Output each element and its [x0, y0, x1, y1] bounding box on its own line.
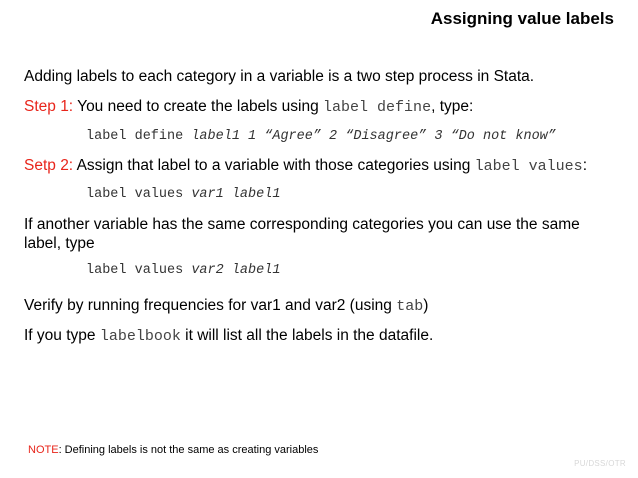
para-another-variable: If another variable has the same corresponding categories you can use the same label, type — [24, 216, 580, 252]
intro-text: Adding labels to each category in a variable is a two step process in Stata. — [24, 68, 535, 85]
step2-command: label values — [474, 158, 583, 175]
step1-command: label define — [323, 99, 432, 116]
verify-text-before: Verify by running frequencies for var1 and var2 (using — [24, 297, 397, 314]
code1-args: label1 1 “Agree” 2 “Disagree” 3 “Do not know” — [191, 129, 556, 144]
code2-cmd: label values — [86, 187, 192, 202]
footnote — [28, 444, 318, 456]
watermark: PU/DSS/OTR — [574, 459, 626, 468]
code2-args: var1 label1 — [191, 187, 281, 202]
code3-cmd: label values — [86, 263, 192, 278]
code-label-define — [86, 129, 556, 144]
code-label-values-1 — [86, 187, 280, 202]
verify-line — [24, 297, 428, 315]
code-label-values-2 — [86, 263, 280, 278]
code3-args: var2 label1 — [191, 263, 281, 278]
step1-line — [24, 98, 473, 116]
verify-text-after: ) — [423, 297, 429, 314]
step1-text-before: You need to create the labels using — [73, 98, 324, 115]
labelbook-command: labelbook — [99, 328, 181, 345]
note-label: NOTE — [28, 444, 59, 456]
step2-text-before: Assign that label to a variable with those categories using — [73, 157, 475, 174]
slide-title: Assigning value labels — [430, 9, 614, 28]
code1-cmd: label define — [86, 129, 192, 144]
labelbook-line — [24, 327, 433, 345]
labelbook-text-before: If you type — [24, 327, 100, 344]
step2-text-after: : — [582, 157, 587, 174]
step1-label: Step 1: — [24, 98, 74, 115]
step2-label: Setp 2: — [24, 157, 74, 174]
verify-command: tab — [396, 298, 424, 315]
note-text: : Defining labels is not the same as creating variables — [58, 444, 319, 456]
labelbook-text-after: it will list all the labels in the datafile. — [180, 327, 434, 344]
step2-line — [24, 157, 587, 175]
step1-text-after: , type: — [431, 98, 474, 115]
